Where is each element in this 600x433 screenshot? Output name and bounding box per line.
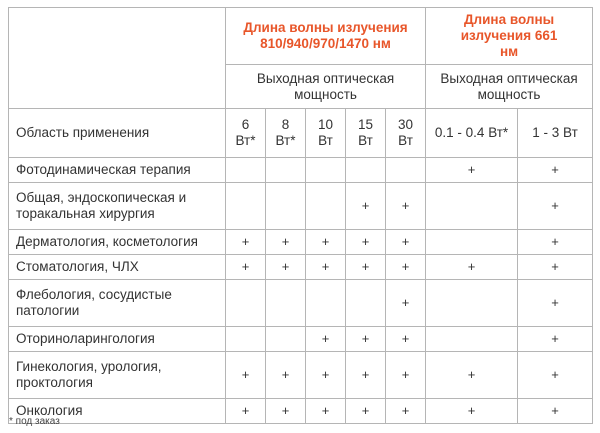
compatibility-mark-cell: + [226,352,266,399]
row-label-header: Область применения [9,109,226,158]
compatibility-mark-cell: + [426,399,518,424]
compatibility-mark-cell: + [518,280,593,327]
compatibility-mark-cell: + [518,158,593,183]
power-header-cell: 15 Вт [346,109,386,158]
compatibility-mark-cell: + [306,327,346,352]
power-header-cell: 6 Вт* [226,109,266,158]
compatibility-mark-cell: + [518,230,593,255]
wavelength-group-2-header: Длина волны излучения 661 нм [426,8,593,65]
compatibility-mark-cell: + [518,352,593,399]
power-header-cell: 0.1 - 0.4 Вт* [426,109,518,158]
compatibility-mark-cell: + [346,230,386,255]
compatibility-mark-cell: + [346,255,386,280]
compatibility-mark-cell [346,158,386,183]
wavelength-group-1-header: Длина волны излучения 810/940/970/1470 нм [226,8,426,65]
compatibility-mark-cell: + [426,158,518,183]
compatibility-mark-cell [426,230,518,255]
compatibility-mark-cell: + [386,352,426,399]
compatibility-mark-cell [266,158,306,183]
application-label: Стоматология, ЧЛХ [9,255,226,280]
compatibility-mark-cell: + [306,352,346,399]
compatibility-mark-cell: + [346,399,386,424]
compatibility-mark-cell [386,158,426,183]
compatibility-mark-cell: + [386,280,426,327]
compatibility-mark-cell: + [346,352,386,399]
footnote: * под заказ [9,416,60,427]
application-label: Дерматология, косметология [9,230,226,255]
compatibility-mark-cell [306,183,346,230]
power-header-cell: 10 Вт [306,109,346,158]
compatibility-mark-cell: + [306,399,346,424]
table-row [9,230,593,255]
power-header-cell: 1 - 3 Вт [518,109,593,158]
application-label: Оториноларингология [9,327,226,352]
table-row [9,183,593,230]
power-caption-group-2: Выходная оптическая мощность [426,65,593,109]
compatibility-mark-cell [346,280,386,327]
table-row [9,352,593,399]
compatibility-mark-cell: + [426,352,518,399]
compatibility-mark-cell [226,183,266,230]
compatibility-mark-cell [426,183,518,230]
compatibility-mark-cell: + [266,255,306,280]
table-row [9,327,593,352]
compatibility-mark-cell [266,280,306,327]
compatibility-mark-cell: + [518,183,593,230]
power-header-cell: 8 Вт* [266,109,306,158]
compatibility-mark-cell: + [518,255,593,280]
compatibility-mark-cell: + [306,230,346,255]
compatibility-mark-cell [426,327,518,352]
compatibility-mark-cell: + [386,399,426,424]
compatibility-mark-cell: + [518,399,593,424]
compatibility-mark-cell [226,327,266,352]
application-label: Гинекология, урология, проктология [9,352,226,399]
compatibility-mark-cell: + [386,327,426,352]
applications-table [8,7,593,424]
compatibility-mark-cell: + [266,352,306,399]
power-caption-group-1: Выходная оптическая мощность [226,65,426,109]
header-row-wavelength [9,8,593,65]
compatibility-mark-cell [226,280,266,327]
application-label: Фотодинамическая терапия [9,158,226,183]
header-row-power-values [9,109,593,158]
table-row [9,280,593,327]
compatibility-mark-cell: + [266,230,306,255]
compatibility-mark-cell: + [518,327,593,352]
table-row [9,399,593,424]
applications-body [9,158,593,424]
compatibility-mark-cell: + [386,183,426,230]
compatibility-mark-cell: + [226,399,266,424]
compatibility-mark-cell [426,280,518,327]
table-row [9,255,593,280]
compatibility-mark-cell [306,158,346,183]
application-label: Флебология, сосудистые патологии [9,280,226,327]
application-label: Общая, эндоскопическая и торакальная хирургия [9,183,226,230]
compatibility-mark-cell [266,183,306,230]
compatibility-mark-cell: + [346,183,386,230]
compatibility-mark-cell: + [426,255,518,280]
compatibility-mark-cell: + [386,230,426,255]
compatibility-mark-cell: + [386,255,426,280]
compatibility-mark-cell [226,158,266,183]
compatibility-mark-cell [306,280,346,327]
compatibility-mark-cell: + [306,255,346,280]
power-header-cell: 30 Вт [386,109,426,158]
compatibility-mark-cell: + [226,230,266,255]
compatibility-mark-cell: + [226,255,266,280]
compatibility-mark-cell [266,327,306,352]
table-row [9,158,593,183]
compatibility-mark-cell: + [266,399,306,424]
compatibility-mark-cell: + [346,327,386,352]
application-label: Онкология [9,399,226,424]
header-empty-cell [9,8,226,109]
